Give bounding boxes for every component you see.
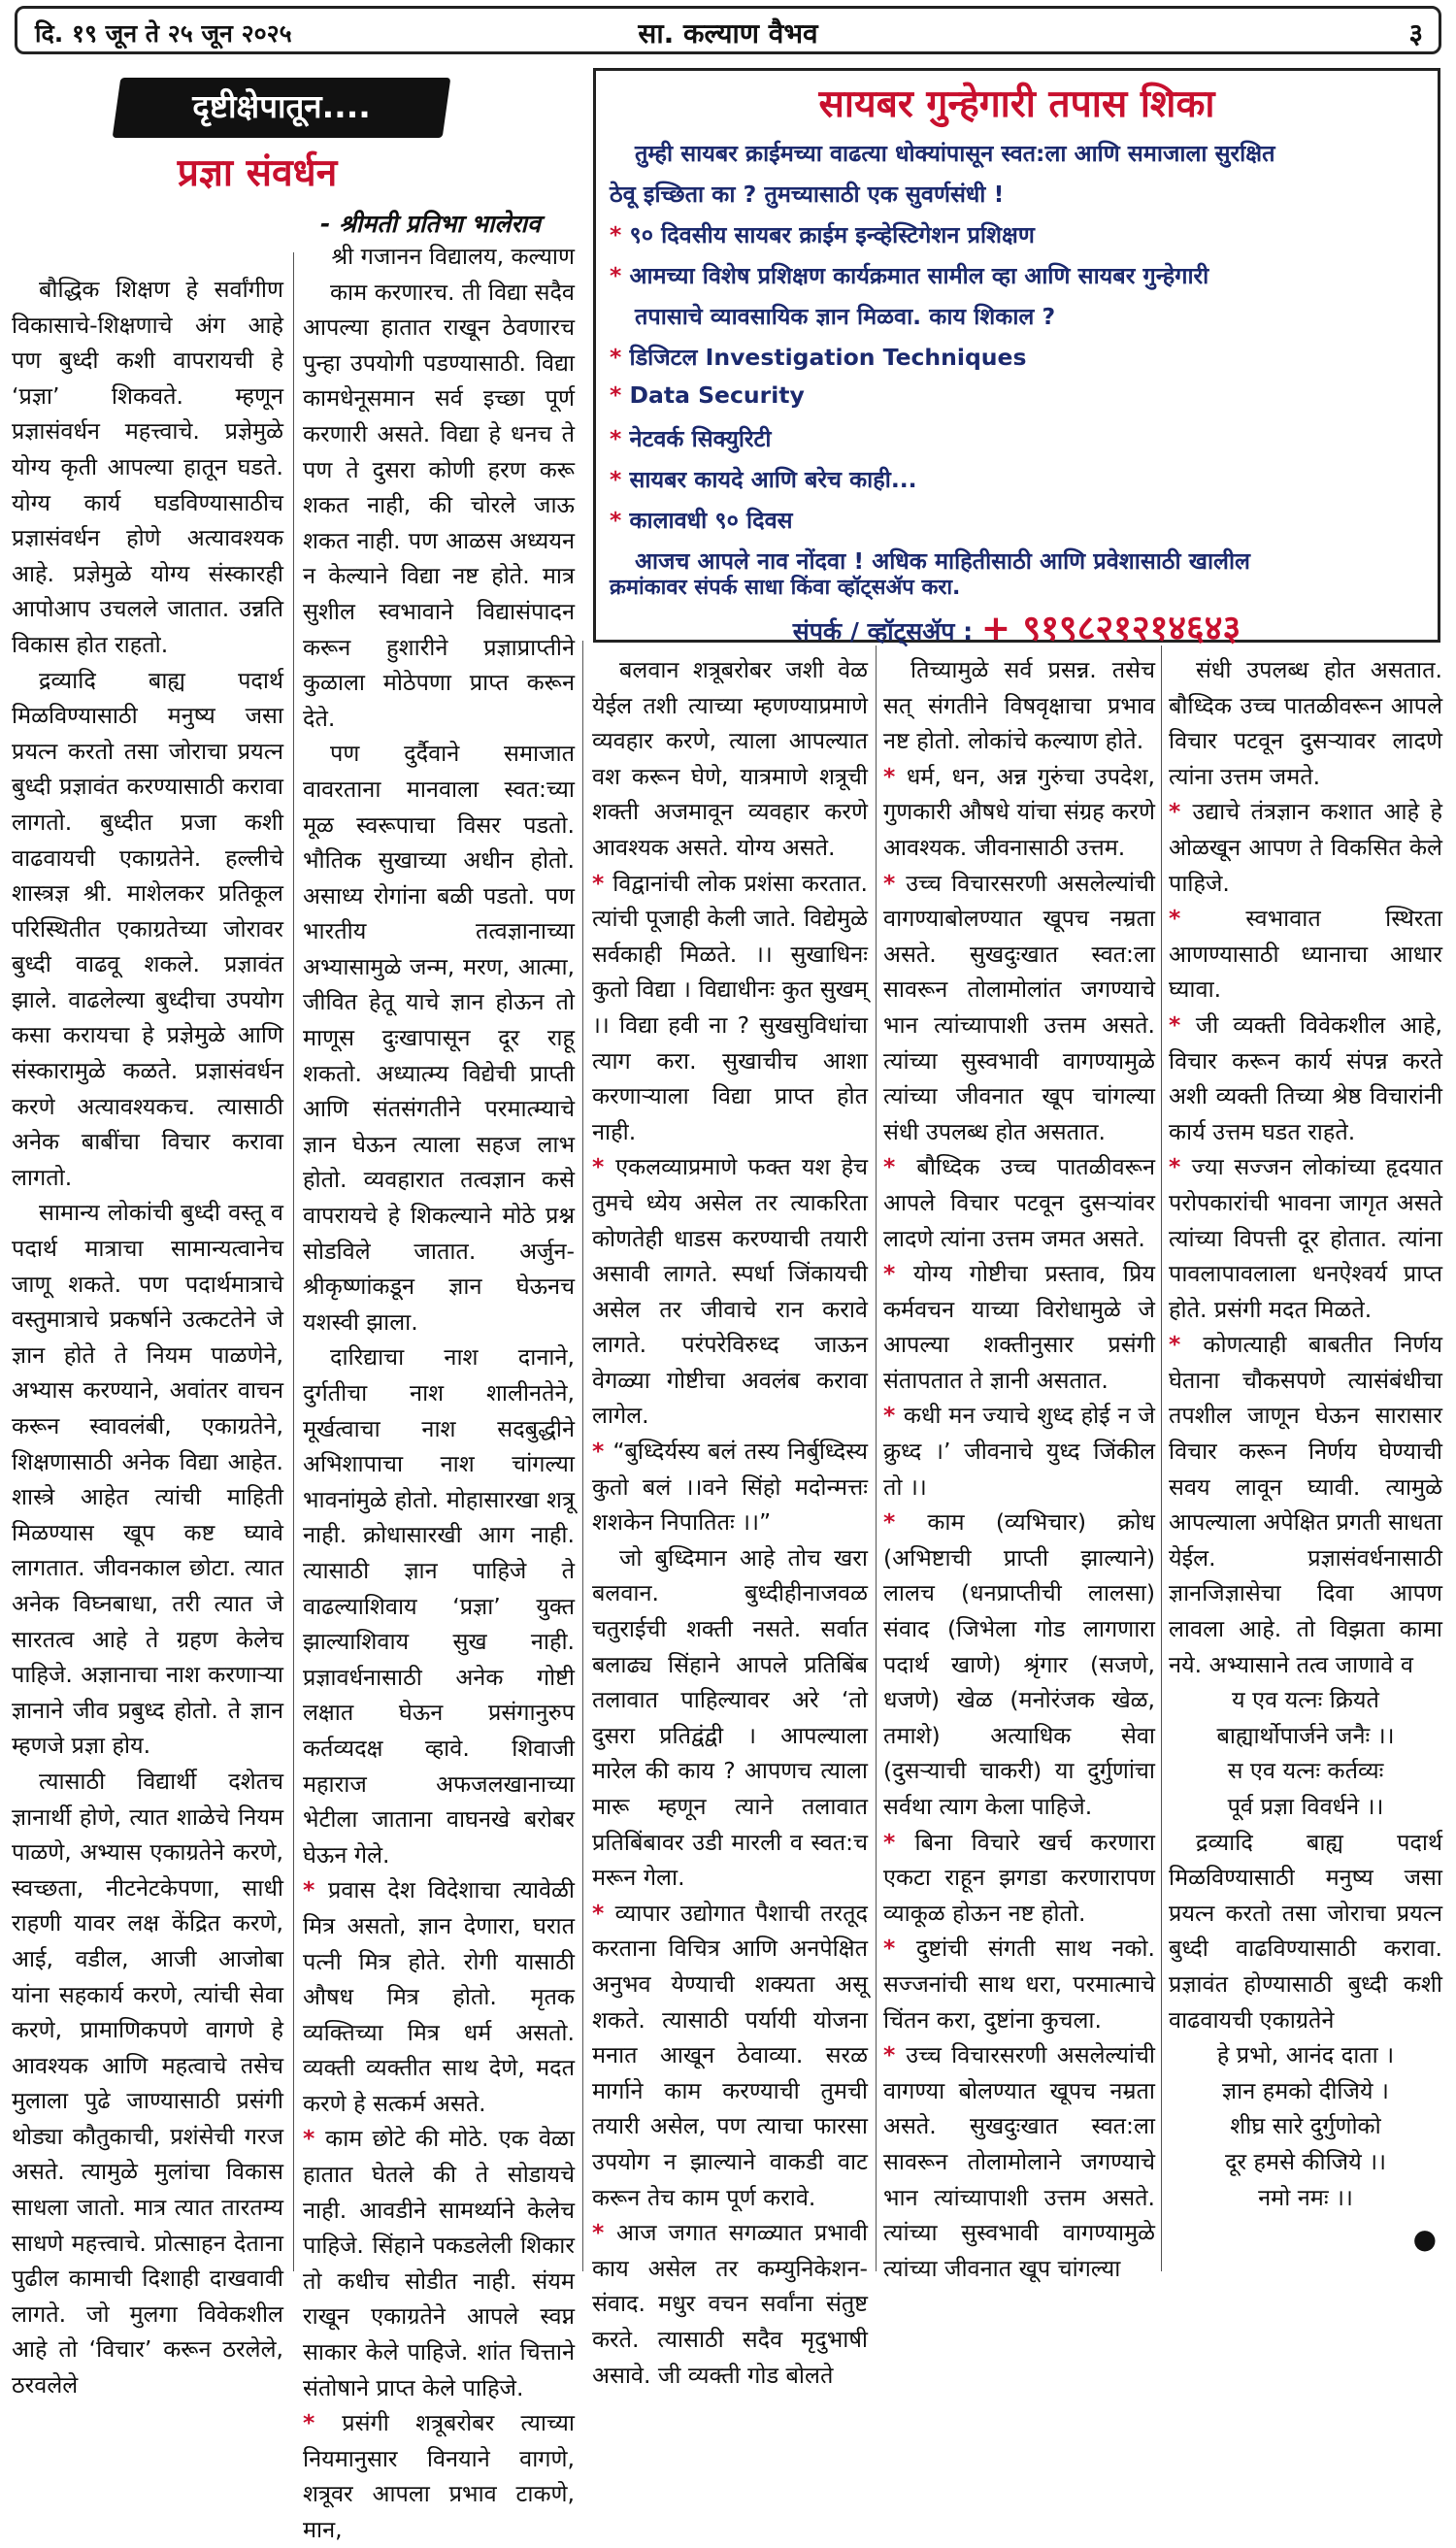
- paragraph-text: काम छोटे की मोठे. एक वेळा हातात घेतले की ते सोडायचे नाही. आवडीने सामर्थ्याने केलेच पाहिजे. सिंहाने पकडलेली शिकार तो कधीच सोडीत नाही. संयम राखून एकाग्रतेने आपले स्वप्न साकार केले पाहिजे. शांत चित्ताने संतोषाने प्राप्त केले पाहिजे.: [303, 2125, 575, 2401]
- advert-bullet-text: नेटवर्क सिक्युरिटी: [629, 425, 772, 452]
- article-paragraph: [883, 1505, 1155, 1824]
- article-paragraph: बलवान शत्रूबरोबर जशी वेळ येईल तशी त्याच्या म्हणण्याप्रमाणे व्यवहार करणे, त्याला आपल्यात वश करून घेणे, यात्रमाणे शत्रूची शक्ती अजमावून व्यवहार करणे आवश्यक असते. योग्य असते.: [592, 656, 868, 861]
- article-paragraph: शीघ्र सारे दुर्गुणोको: [1230, 2112, 1381, 2140]
- article-paragraph: [592, 1434, 868, 1540]
- bullet-star-icon: *: [303, 1876, 328, 1904]
- bullet-star-icon: *: [610, 466, 630, 493]
- article-column-3: [592, 652, 868, 2393]
- article-paragraph: [1169, 794, 1442, 901]
- paragraph-text: उच्च विचारसरणी असलेल्यांची वागण्याबोलण्यात खूपच नम्रता असते. सुखदुःखात स्वत:ला सावरून तोलामोलांत जगण्याचे भान त्यांच्यापाशी उत्तम असते. त्यांच्या सुस्वभावी वागण्यामुळे त्यांच्या जीवनात खूप चांगल्या संधी उपलब्ध होत असतात.: [883, 869, 1155, 1145]
- column-divider: [582, 641, 583, 2271]
- article-paragraph: [303, 2405, 575, 2547]
- advert-bullet-line: [610, 463, 1424, 494]
- advert-bullet-text: ९० दिवसीय सायबर क्राईम इन्व्हेस्टिगेशन प्रशिक्षण: [629, 221, 1035, 248]
- advert-bullet-line: [610, 422, 1424, 453]
- advert-bullet-text: सायबर कायदे आणि बरेच काही...: [629, 466, 917, 493]
- bullet-star-icon: *: [1169, 1153, 1192, 1181]
- bullet-star-icon: *: [592, 1899, 615, 1927]
- article-paragraph: [883, 1825, 1155, 1932]
- article-paragraph: श्री गजानन विद्यालय, कल्याण: [331, 243, 575, 270]
- bullet-star-icon: *: [883, 1260, 913, 1288]
- end-dot-icon: ●: [1412, 2223, 1437, 2255]
- article-paragraph: नमो नमः ।।: [1258, 2183, 1353, 2211]
- paragraph-text: बिना विचारे खर्च करणारा एकटा राहून झगडा करणारापण व्याकूळ होऊन नष्ट होतो.: [883, 1828, 1155, 1927]
- article-paragraph: [1169, 901, 1442, 1008]
- column-divider: [876, 645, 877, 2271]
- article-column-1: [12, 272, 283, 2403]
- paragraph-text: आज जगात सगळ्यात प्रभावी काय असेल तर कम्युनिकेशन-संवाद. मधुर वचन सर्वांना संतुष्ट करते. त्यासाठी सदैव मृदुभाषी असावे. जी व्यक्ती गोड बोलते: [592, 2219, 868, 2389]
- advert-bullet-line: [610, 381, 1424, 409]
- page-number: ३: [1408, 17, 1423, 50]
- bullet-star-icon: *: [610, 221, 630, 248]
- article-paragraph: [883, 1149, 1155, 1256]
- bullet-star-icon: *: [883, 869, 907, 897]
- article-paragraph: दारिद्याचा नाश दानाने, दुर्गतीचा नाश शालीनतेने, मूर्खत्वाचा नाश सदबुद्धीने अभिशापाचा नाश चांगल्या भावनांमुळे होतो. मोहासारखा शत्रू नाही. क्रोधासारखी आग नाही. त्यासाठी ज्ञान पाहिजे ते वाढल्याशिवाय ‘प्रज्ञा’ युक्त झाल्याशिवाय सुख नाही. प्रज्ञावर्धनासाठी अनेक गोष्टी लक्षात घेऊन प्रसंगानुरुप कर्तव्यदक्ष व्हावे. शिवाजी महाराज अफजलखानाच्या भेटीला जाताना वाघनखे बरोबर घेऊन गेले.: [303, 1343, 575, 1869]
- bullet-star-icon: *: [592, 1153, 616, 1181]
- bullet-star-icon: *: [610, 381, 630, 409]
- bullet-star-icon: *: [883, 2041, 907, 2069]
- paragraph-text: धर्म, धन, अन्न गुरुंचा उपदेश, गुणकारी औषधे यांचा संग्रह करणे आवश्यक. जीवनासाठी उत्तम.: [883, 762, 1155, 861]
- paragraph-text: उद्याचे तंत्रज्ञान कशात आहे हे ओळखून आपण ते विकसित केले पाहिजे.: [1169, 798, 1442, 897]
- bullet-star-icon: *: [610, 425, 630, 452]
- bullet-star-icon: *: [592, 869, 613, 897]
- article-paragraph: [883, 1398, 1155, 1505]
- advert-bullet-line: [610, 504, 1424, 535]
- column-divider: [293, 252, 294, 2271]
- article-paragraph: [1169, 1008, 1442, 1149]
- article-paragraph: [303, 1872, 575, 2121]
- article-column-5: [1169, 652, 1442, 2215]
- article-paragraph: जो बुध्दिमान आहे तोच खरा बलवान. बुध्दीहीनाजवळ चतुराईची शक्ती नसते. सर्वात बलाढ्य सिंहाने आपले प्रतिबिंब तलावात पाहिल्यावर अरे ‘तो दुसरा प्रतिद्वंद्वी । आपल्याला मारेल की काय ? आपणच त्याला मारू म्हणून त्याने तलावात प्रतिबिंबावर उडी मारली व स्वत:च मरून गेला.: [592, 1543, 868, 1892]
- contact-phone: + ९१९८२१२१४६४३: [980, 609, 1241, 648]
- advert-title: सायबर गुन्हेगारी तपास शिका: [818, 83, 1215, 126]
- advert-bullet-text: डिजिटल Investigation Techniques: [629, 344, 1027, 371]
- article-paragraph: स एव यत्नः कर्तव्यः: [1227, 1757, 1384, 1785]
- advert-contact: [596, 603, 1438, 650]
- bullet-star-icon: *: [610, 262, 630, 289]
- article-paragraph: [883, 759, 1155, 866]
- contact-label: संपर्क / व्हॉट्सॲप :: [792, 617, 974, 645]
- bullet-star-icon: *: [303, 2125, 326, 2153]
- bullet-star-icon: *: [1169, 1010, 1196, 1039]
- article-paragraph: [592, 1149, 868, 1434]
- advert-bullet-line: [610, 218, 1424, 249]
- advert-bullet-text: कालावधी ९० दिवस: [629, 507, 793, 534]
- article-paragraph: पूर्व प्रज्ञा विवर्धने ।।: [1227, 1793, 1384, 1820]
- advert-bullet-text: आमच्या विशेष प्रशिक्षण कार्यक्रमात सामील व्हा आणि सायबर गुन्हेगारी: [629, 262, 1209, 289]
- bullet-star-icon: *: [1169, 798, 1193, 826]
- bullet-star-icon: *: [883, 1402, 904, 1430]
- article-paragraph: [1169, 1327, 1442, 1682]
- paragraph-text: काम (व्यभिचार) क्रोध (अभिष्टाची प्राप्ती झाल्याने) लालच (धनप्राप्तीची लालसा) संवाद (जिभेला गोड लागणारा पदार्थ खाणे) श्रृंगार (सजणे, धजणे) खेळ (मनोरंजक खेळ, तमाशे) अत्याधिक सेवा (दुसऱ्याची चाकरी) या दुर्गुणांचा सर्वथा त्याग केला पाहिजे.: [883, 1508, 1155, 1820]
- paragraph-text: उच्च विचारसरणी असलेल्यांची वागण्या बोलण्यात खूपच नम्रता असते. सुखदुःखात स्वत:ला सावरून तोलामोलाने जगण्याचे भान त्यांच्यापाशी उत्तम असते. त्यांच्या सुस्वभावी वागण्यामुळे त्यांच्या जीवनात खूप चांगल्या: [883, 2041, 1155, 2282]
- advert-line: तपासाचे व्यावसायिक ज्ञान मिळवा. काय शिकाल ?: [635, 303, 1056, 330]
- article-paragraph: [883, 2037, 1155, 2286]
- cyber-course-advert: [593, 68, 1440, 648]
- bullet-star-icon: *: [1169, 1331, 1204, 1359]
- paper-name: सा. कल्याण वैभव: [638, 17, 818, 50]
- article-paragraph: पण दुर्दैवाने समाजात वावरताना मानवाला स्वत:च्या मूळ स्वरूपाचा विसर पडतो. भौतिक सुखाच्या अधीन होतो. असाध्य रोगांना बळी पडतो. पण भारतीय तत्वज्ञानाच्या अभ्यासामुळे जन्म, मरण, आत्मा, जीवित हेतू याचे ज्ञान होऊन तो माणूस दुःखापासून दूर राहू शकतो. अध्यात्म्य विद्येची प्राप्ती आणि संतसंगतीने परमात्म्याचे ज्ञान घेऊन त्याला सहज लाभ होतो. व्यवहारात तत्वज्ञान कसे वापरायचे हे शिकल्याने मोठे प्रश्न सोडविले जातात. अर्जुन-श्रीकृष्णांकडून ज्ञान घेऊनच यशस्वी झाला.: [303, 740, 575, 1336]
- article-paragraph: [1169, 1149, 1442, 1327]
- article-paragraph: बौद्धिक शिक्षण हे सर्वांगीण विकासाचे-शिक्षणाचे अंग आहे पण बुध्दी कशी वापरायची हे ‘प्रज्ञा’ शिकवते. म्हणून प्रज्ञासंवर्धन महत्त्वाचे. प्रज्ञेमुळे योग्य कृती आपल्या हातून घडते. योग्य कार्य घडविण्यासाठीच प्रज्ञासंवर्धन होणे अत्यावश्यक आहे. प्रज्ञेमुळे योग्य संस्कारही आपोआप उचलले जातात. उन्नति विकास होत राहतो.: [12, 276, 283, 658]
- article-column-2: [303, 239, 575, 2548]
- advert-bullet-line: [610, 259, 1424, 290]
- article-paragraph: काम करणारच. ती विद्या सदैव आपल्या हातात राखून ठेवणारच पुन्हा उपयोगी पडण्यासाठी. विद्या कामधेनूसमान सर्व इच्छा पूर्ण करणारी असते. विद्या हे धनच ते पण ते दुसरा कोणी हरण करू शकत नाही, की चोरले जाऊ शकत नाही. पण आळस अध्ययन न केल्याने विद्या नष्ट होते. मात्र सुशील स्वभावाने विद्यासंपादन करून हुशारीने प्रज्ञाप्राप्तीने कुळाला मोठेपणा प्राप्त करून देते.: [303, 278, 575, 732]
- article-paragraph: त्यासाठी विद्यार्थी दशेतच ज्ञानार्थी होणे, त्यात शाळेचे नियम पाळणे, अभ्यास एकाग्रतेने करणे, स्वच्छता, नीटनेटकेपणा, साधी राहणी यावर लक्ष केंद्रित करणे, आई, वडील, आजी आजोबा यांना सहकार्य करणे, त्यांची सेवा करणे, प्रामाणिकपणे वागणे हे आवश्यक आणि महत्वाचे तसेच मुलाला पुढे जाण्यासाठी प्रसंगी थोड्या कौतुकाची, प्रशंसेची गरज असते. त्यामुळे मुलांचा विकास साधला जातो. मात्र त्यात तारतम्य साधणे महत्त्वाचे. प्रोत्साहन देताना पुढील कामाची दिशाही दाखवावी लागते. जो मुलगा विवेकशील आहे तो ‘विचार’ करून ठरलेले, ठरवलेले: [12, 1767, 283, 2399]
- advert-line: ठेवू इच्छिता का ? तुमच्यासाठी एक सुवर्णसंधी !: [610, 181, 1005, 208]
- bullet-star-icon: *: [883, 1828, 915, 1856]
- article-paragraph: द्रव्यादि बाह्य पदार्थ मिळविण्यासाठी मनुष्य जसा प्रयत्न करतो तसा जोराचा प्रयत्न बुध्दी प्रज्ञावंत करण्यासाठी करावा लागतो. बुध्दीत प्रजा कशी वाढवायची एकाग्रतेने. हल्लीचे शास्त्रज्ञ श्री. माशेलकर प्रतिकूल परिस्थितीत एकाग्रतेच्या जोरावर बुध्दी वाढवू शकले. प्रज्ञावंत झाले. वाढलेल्या बुध्दीचा उपयोग कसा करायचा हे प्रज्ञेमुळे आणि संस्कारामुळे कळते. प्रज्ञासंवर्धन करणे अत्यावश्यकच. त्यासाठी अनेक बाबींचा विचार करावा लागतो.: [12, 666, 283, 1191]
- paragraph-text: स्वभावात स्थिरता आणण्यासाठी ध्यानाचा आधार घ्यावा.: [1169, 905, 1442, 1004]
- paragraph-text: जी व्यक्ती विवेकशील आहे, विचार करून कार्य संपन्न करते अशी व्यक्ती तिच्या श्रेष्ठ विचारांनी कार्य उत्तम घडत राहते.: [1169, 1010, 1442, 1145]
- bullet-star-icon: *: [610, 507, 630, 534]
- bullet-star-icon: *: [883, 1935, 916, 1963]
- bullet-star-icon: *: [883, 1508, 928, 1537]
- article-paragraph: दूर हमसे कीजिये ।।: [1224, 2147, 1387, 2175]
- paragraph-text: व्यापार उद्योगात पैशाची तरतूद करताना विचित्र आणि अनपेक्षित अनुभव येण्याची शक्यता असू शकते. त्यासाठी पर्यायी योजना मनात आखून ठेवाव्या. सरळ मार्गाने काम करण्याची तुमची तयारी असेल, पण त्याचा फारसा उपयोग न झाल्याने वाकडी वाट करून तेच काम पूर्ण करावे.: [592, 1899, 868, 2211]
- paragraph-text: एकलव्याप्रमाणे फक्त यश हेच तुमचे ध्येय असेल तर त्याकरिता कोणतेही धाडस करण्याची तयारी असावी लागते. स्पर्धा जिंकायची असेल तर जीवाचे रान करावे लागते. परंपरेविरुध्द जाऊन वेगळ्या गोष्टीचा अवलंब करावा लागेल.: [592, 1153, 868, 1430]
- article-paragraph: [303, 2121, 575, 2405]
- article-paragraph: तिच्यामुळे सर्व प्रसन्न. तसेच सत् संगतीने विषवृक्षाचा प्रभाव नष्ट होतो. लोकांचे कल्याण होते.: [883, 656, 1155, 755]
- advert-line: आजच आपले नाव नोंदवा ! अधिक माहितीसाठी आणि प्रवेशासाठी खालील: [635, 547, 1250, 575]
- article-paragraph: [592, 866, 868, 1150]
- article-paragraph: य एव यत्नः क्रियते: [1232, 1686, 1379, 1714]
- article-paragraph: हे प्रभो, आनंद दाता ।: [1216, 2041, 1395, 2069]
- masthead-bar: [15, 6, 1441, 54]
- advert-line: क्रमांकावर संपर्क साधा किंवा व्हॉट्सॲप करा.: [610, 576, 961, 600]
- article-paragraph: [592, 2215, 868, 2393]
- paragraph-text: प्रसंगी शत्रूबरोबर त्याच्या नियमानुसार विनयाने वागणे, शत्रूवर आपला प्रभाव टाकणे, मान,: [303, 2409, 575, 2543]
- advert-bullet-line: [610, 341, 1424, 372]
- paragraph-text: कोणत्याही बाबतीत निर्णय घेताना चौकसपणे त्यासंबंधीचा तपशील जाणून घेऊन सारासार विचार करून निर्णय घेण्याची सवय लावून घ्यावी. त्यामुळे आपल्याला अपेक्षित प्रगती साधता येईल. प्रज्ञासंवर्धनासाठी ज्ञानजिज्ञासेचा दिवा आपण लावला आहे. तो विझता कामा नये. अभ्यासाने तत्व जाणावे व: [1169, 1331, 1442, 1678]
- article-author: - श्रीमती प्रतिभा भालेराव: [320, 210, 541, 238]
- article-paragraph: संधी उपलब्ध होत असतात. बौध्दिक उच्च पातळीवरून आपले विचार पटवून दुसऱ्यावर लादणे त्यांना उत्तम जमते.: [1169, 656, 1442, 790]
- article-paragraph: [883, 1256, 1155, 1398]
- advert-line: तुम्ही सायबर क्राईमच्या वाढत्या धोक्यांपासून स्वत:ला आणि समाजाला सुरक्षित: [635, 140, 1275, 167]
- paragraph-text: दुष्टांची संगती साथ नको. सज्जनांची साथ धरा, परमात्माचे चिंतन करा, दुष्टांना कुचला.: [883, 1935, 1155, 2034]
- article-column-4: [883, 652, 1155, 2286]
- column-label: दृष्टीक्षेपातून....: [192, 87, 371, 125]
- paragraph-text: “बुध्दिर्यस्य बलं तस्य निर्बुध्दिस्य कुतो बलं ।।वने सिंहो मदोन्मत्तः शशकेन निपातितः ।।”: [592, 1438, 868, 1537]
- paragraph-text: योग्य गोष्टीचा प्रस्ताव, प्रिय कर्मवचन याच्या विरोधामुळे जे आपल्या शक्तीनुसार प्रसंगी संतापतात ते ज्ञानी असतात.: [883, 1260, 1155, 1394]
- article-paragraph: [883, 1931, 1155, 2037]
- paragraph-text: बौध्दिक उच्च पातळीवरून आपले विचार पटवून दुसऱ्यांवर लादणे त्यांना उत्तम जमत असते.: [883, 1153, 1155, 1252]
- article-paragraph: द्रव्यादि बाह्य पदार्थ मिळविण्यासाठी मनुष्य जसा प्रयत्न करतो तसा जोराचा प्रयत्न बुध्दी वाढविण्यासाठी करावा. प्रज्ञावंत होण्यासाठी बुध्दी कशी वाढवायची एकाग्रतेने: [1169, 1828, 1442, 2034]
- paragraph-text: प्रवास देश विदेशाचा त्यावेळी मित्र असतो, ज्ञान देणारा, घरात पत्नी मित्र होते. रोगी यासाठी औषध मित्र होतो. मृतक व्यक्तिच्या मित्र धर्म असतो. व्यक्ती व्यक्तीत साथ देणे, मदत करणे हे सत्कर्म असते.: [303, 1876, 575, 2117]
- bullet-star-icon: *: [1169, 905, 1246, 933]
- article-paragraph: सामान्य लोकांची बुध्दी वस्तू व पदार्थ मात्राचा सामान्यत्वानेच जाणू शकते. पण पदार्थमात्राचे वस्तुमात्राचे प्रकर्षाने उत्कटतेने जे ज्ञान होते ते नियम पाळणेने, अभ्यास करण्याने, अवांतर वाचन करून स्वावलंबी, एकाग्रतेने, शिक्षणासाठी अनेक विद्या आहेत. शास्त्रे आहेत त्यांची माहिती मिळण्यास खूप कष्ट घ्यावे लागतात. जीवनकाल छोटा. त्यात अनेक विघ्नबाधा, तरी त्यात जे सारतत्व आहे ते ग्रहण केलेच पाहिजे. अज्ञानाचा नाश करणाऱ्या ज्ञानाने जीव प्रबुध्द होतो. ते ज्ञान म्हणजे प्रज्ञा होय.: [12, 1199, 283, 1760]
- bullet-star-icon: *: [592, 2219, 617, 2247]
- bullet-star-icon: *: [303, 2409, 343, 2437]
- article-paragraph: [883, 866, 1155, 1150]
- article-paragraph: बाह्यार्थोपार्जने जनैः ।।: [1216, 1721, 1395, 1749]
- bullet-star-icon: *: [610, 344, 630, 371]
- issue-date: दि. १९ जून ते २५ जून २०२५: [35, 19, 292, 48]
- paragraph-text: ज्या सज्जन लोकांच्या हृदयात परोपकारांची भावना जागृत असते त्यांच्या विपत्ती दूर होतात. त्यांना पावलापावलाला धनऐश्वर्य प्राप्त होते. प्रसंगी मदत मिळते.: [1169, 1153, 1442, 1323]
- bullet-star-icon: *: [592, 1438, 613, 1466]
- bullet-star-icon: *: [883, 762, 907, 790]
- column-divider: [1161, 645, 1162, 2271]
- paragraph-text: विद्वानांची लोक प्रशंसा करतात. त्यांची पूजाही केली जाते. विद्येमुळे सर्वकाही मिळते. ।। सुखाधिनः कुतो विद्या । विद्याधीनः कुत सुखम् ।। विद्या हवी ना ? सुखसुविधांचा त्याग करा. सुखाचीच आशा करणाऱ्याला विद्या प्राप्त होत नाही.: [592, 869, 868, 1145]
- bullet-star-icon: *: [883, 1153, 917, 1181]
- article-paragraph: ज्ञान हमको दीजिये ।: [1222, 2076, 1389, 2104]
- paragraph-text: कधी मन ज्याचे शुध्द होई न जे क्रुध्द ।’ जीवनाचे युध्द जिंकील तो ।।: [883, 1402, 1155, 1501]
- advert-bullet-text: Data Security: [629, 381, 805, 409]
- article-title: प्रज्ञा संवर्धन: [177, 151, 338, 195]
- article-paragraph: [592, 1896, 868, 2215]
